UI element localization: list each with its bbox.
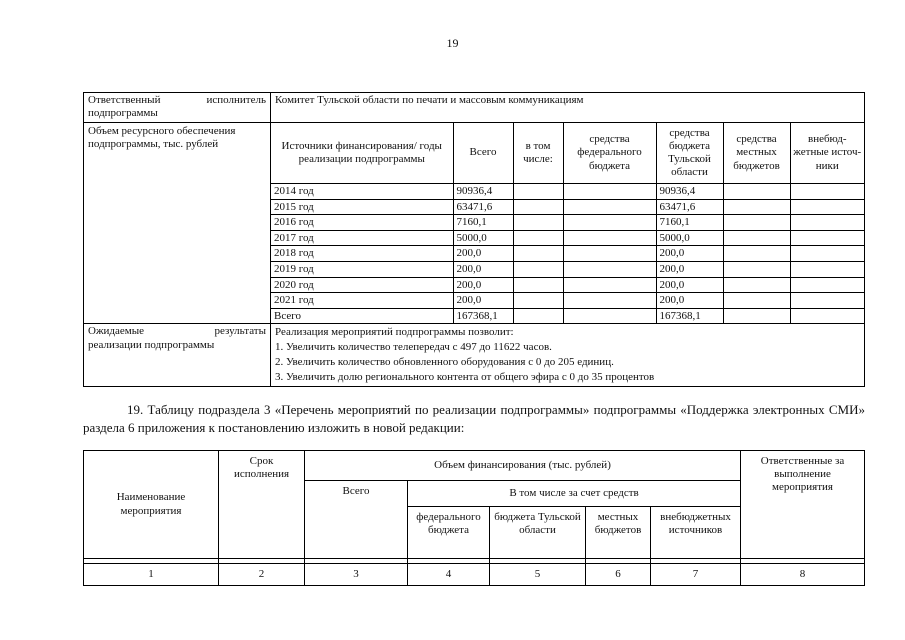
funding-total-row (271, 308, 864, 323)
funding-row (271, 246, 864, 262)
funding-year: 2015 год (271, 199, 453, 215)
column-numbers-row (84, 564, 865, 586)
events-header-row-1 (84, 451, 865, 481)
executor-row (84, 93, 865, 123)
column-number: 3 (305, 564, 408, 586)
results-value (271, 324, 865, 387)
funding-regional: 200,0 (656, 277, 723, 293)
column-number: 4 (408, 564, 490, 586)
funding-year: 2020 год (271, 277, 453, 293)
funding-row (271, 184, 864, 200)
funding-table (271, 123, 864, 323)
regional-header: бюджета Тульской области (490, 507, 586, 559)
funding-regional: 167368,1 (656, 308, 723, 323)
federal-header: федерального бюджета (408, 507, 490, 559)
column-number: 7 (651, 564, 741, 586)
funding-regional: 7160,1 (656, 215, 723, 231)
funding-row (271, 293, 864, 309)
funding-row (271, 199, 864, 215)
events-table (83, 450, 865, 586)
funding-header-including: в том числе: (513, 123, 563, 184)
amendment-paragraph: 19. Таблицу подраздела 3 «Перечень мероприятий по реализации подпрограммы» подпрограммы «Поддержка электронных СМИ» раздела 6 приложения к постановлению изложить в новой редакции: (83, 402, 865, 435)
funding-total: 200,0 (453, 277, 513, 293)
results-line: 1. Увеличить количество телепередач с 497 до 11622 часов. (275, 341, 552, 354)
funding-header-total: Всего (453, 123, 513, 184)
offbudget-header: внебюджетных источников (651, 507, 741, 559)
funding-year: 2021 год (271, 293, 453, 309)
column-number: 5 (490, 564, 586, 586)
total-header: Всего (305, 481, 408, 559)
funding-regional: 63471,6 (656, 199, 723, 215)
column-number: 6 (586, 564, 651, 586)
funding-year: 2018 год (271, 246, 453, 262)
page-number: 19 (446, 36, 459, 50)
funding-total: 200,0 (453, 293, 513, 309)
results-line: 2. Увеличить количество обновленного оборудования с 0 до 205 единиц. (275, 356, 614, 369)
resources-row (84, 123, 865, 324)
executor-value: Комитет Тульской области по печати и массовым коммуникациям (271, 93, 865, 123)
subprogram-passport-table (83, 92, 865, 387)
funding-header-local: средства местных бюджетов (723, 123, 790, 184)
funding-header-offbudget: внебюд-жетные источ-ники (790, 123, 864, 184)
funding-year: Всего (271, 308, 453, 323)
executor-label: Ответственный исполнитель подпрограммы (84, 93, 271, 123)
funding-total: 7160,1 (453, 215, 513, 231)
funding-regional: 200,0 (656, 246, 723, 262)
funding-regional: 90936,4 (656, 184, 723, 200)
results-line: Реализация мероприятий подпрограммы позволит: (275, 326, 514, 339)
name-header: Наименование мероприятия (84, 451, 219, 559)
funding-year: 2014 год (271, 184, 453, 200)
volume-header: Объем финансирования (тыс. рублей) (305, 451, 741, 481)
resources-label: Объем ресурсного обеспечения подпрограммы, тыс. рублей (84, 123, 271, 324)
funding-total: 200,0 (453, 246, 513, 262)
results-line: 3. Увеличить долю регионального контента от общего эфира с 0 до 35 процентов (275, 371, 655, 384)
funding-regional: 200,0 (656, 261, 723, 277)
local-header: местных бюджетов (586, 507, 651, 559)
results-label: Ожидаемые результаты реализации подпрограммы (84, 324, 271, 387)
funding-regional: 5000,0 (656, 230, 723, 246)
term-header: Срок исполнения (219, 451, 305, 559)
funding-total: 90936,4 (453, 184, 513, 200)
funding-total: 63471,6 (453, 199, 513, 215)
funding-total: 5000,0 (453, 230, 513, 246)
funding-year: 2016 год (271, 215, 453, 231)
funding-total: 200,0 (453, 261, 513, 277)
responsible-header: Ответственные за выполнение мероприятия (741, 451, 865, 559)
incl-header: В том числе за счет средств (408, 481, 741, 507)
funding-regional: 200,0 (656, 293, 723, 309)
funding-cell (271, 123, 865, 324)
funding-row (271, 277, 864, 293)
column-number: 2 (219, 564, 305, 586)
funding-row (271, 215, 864, 231)
results-row (84, 324, 865, 387)
funding-row (271, 230, 864, 246)
column-number: 8 (741, 564, 865, 586)
funding-header-source: Источники финансирования/ годы реализации подпрограммы (271, 123, 453, 184)
funding-header-row (271, 123, 864, 184)
funding-header-regional: средства бюджета Тульской области (656, 123, 723, 184)
funding-year: 2019 год (271, 261, 453, 277)
funding-year: 2017 год (271, 230, 453, 246)
column-number: 1 (84, 564, 219, 586)
funding-row (271, 261, 864, 277)
funding-total: 167368,1 (453, 308, 513, 323)
funding-header-federal: средства федерального бюджета (563, 123, 656, 184)
